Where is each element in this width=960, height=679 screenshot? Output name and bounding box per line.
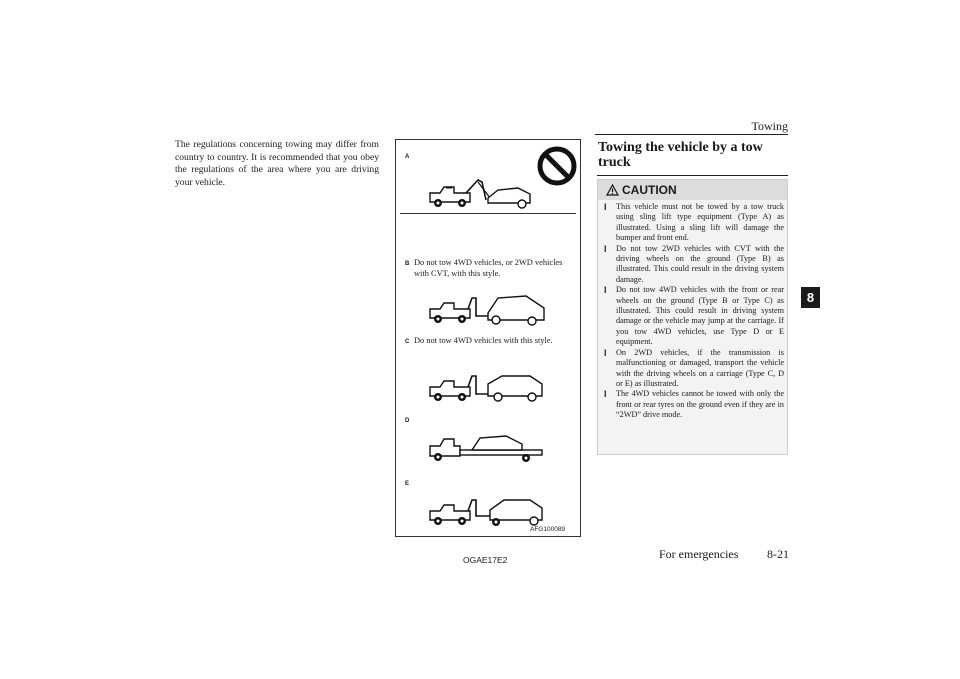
wheel-lift-tow-icon-c <box>426 372 552 406</box>
running-header: Towing <box>751 119 788 133</box>
figure-code: AFG100089 <box>530 526 566 533</box>
panel-divider <box>400 213 576 214</box>
panel-a-letter: A <box>405 154 410 160</box>
panel-d-letter: D <box>405 418 410 424</box>
footer-section: For emergencies <box>659 547 739 561</box>
caution-header <box>598 180 787 200</box>
prohibited-icon <box>536 145 578 187</box>
wheel-lift-tow-icon <box>426 294 552 328</box>
section-title: Towing the vehicle by a tow truck <box>598 140 763 170</box>
caution-item: l Do not tow 2WD vehicles with CVT with the driving wheels on the ground (Type B) as illustrated. This could result in the driving system damage. <box>604 243 784 284</box>
caution-item: l The 4WD vehicles cannot be towed with only the front or rear tyres on the ground even if they are in “2WD” drive mode. <box>604 389 784 420</box>
caution-label: CAUTION <box>622 183 677 197</box>
intro-paragraph: The regulations concerning towing may differ from country to country. It is recommended that you obey the regulations of the area where you are driving your vehicle. <box>175 139 379 188</box>
bullet-icon: l <box>604 347 607 358</box>
flatbed-tow-icon <box>426 428 552 466</box>
sling-lift-tow-icon <box>426 178 536 212</box>
panel-c-caption: Do not tow 4WD vehicles with this style. <box>414 336 553 345</box>
warning-triangle-icon <box>606 184 619 196</box>
caution-item: l This vehicle must not be towed by a tow truck using sling lift type equipment (Type A) as illustrated. Using a sling lift will damage the bumper and front end. <box>604 202 784 243</box>
panel-b-caption: Do not tow 4WD vehicles, or 2WD vehicles with CVT, with this style. <box>414 258 563 278</box>
panel-b-letter: B <box>405 261 410 267</box>
caution-item: l On 2WD vehicles, if the transmission is malfunctioning or damaged, transport the vehicle with the driving wheels on a carriage (Type C, D or E) as illustrated. <box>604 347 784 388</box>
caution-list <box>604 202 784 421</box>
panel-c-letter: C <box>405 339 410 345</box>
header-rule <box>595 134 788 135</box>
bullet-icon: l <box>604 202 607 212</box>
bullet-icon: l <box>604 389 607 400</box>
bullet-icon: l <box>604 285 607 296</box>
panel-e-letter: E <box>405 481 410 487</box>
towing-figure <box>395 139 581 537</box>
caution-box <box>597 179 788 455</box>
chapter-tab: 8 <box>801 287 820 308</box>
title-rule <box>597 175 788 176</box>
caution-item: l Do not tow 4WD vehicles with the front or rear wheels on the ground (Type B or Type C) as illustrated. This could result in driving system damage or the vehicle may jump at the carriage. If you tow 4WD vehicles, use Type D or E equipment. <box>604 285 784 347</box>
dolly-tow-icon <box>426 496 552 530</box>
bullet-icon: l <box>604 243 607 254</box>
footer-code: OGAE17E2 <box>463 555 508 565</box>
page-number: 8-21 <box>767 547 789 561</box>
